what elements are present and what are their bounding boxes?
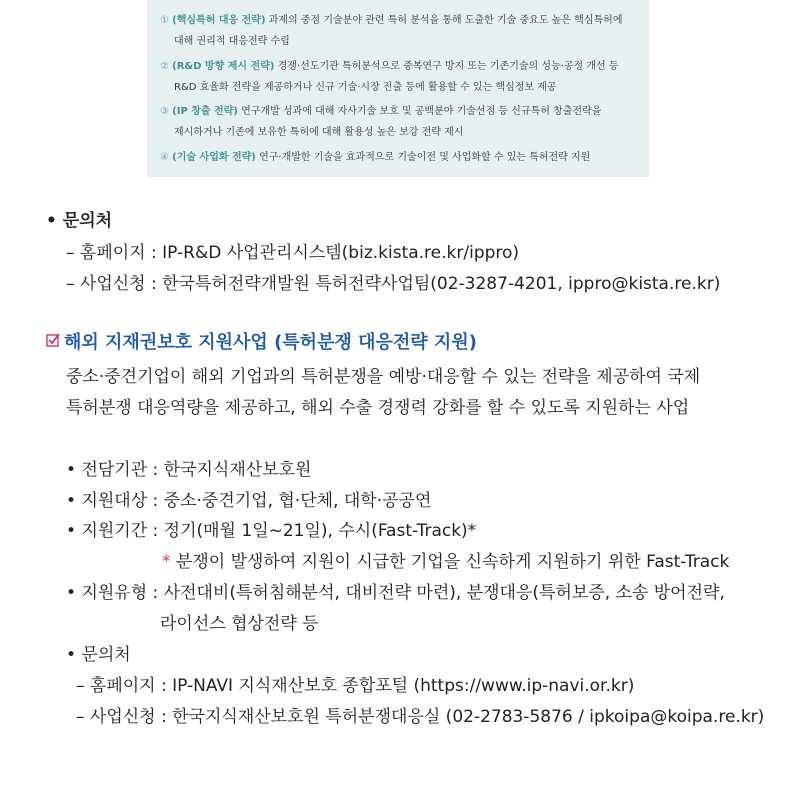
item-title: (핵심특허 대응 전략) (172, 15, 266, 26)
period-item: • 지원기간 : 정기(매월 1일~21일), 수시(Fast-Track)* (66, 516, 476, 541)
item-number: ④ (160, 152, 169, 163)
section-heading: 해외 지재권보호 지원사업 (특허분쟁 대응전략 지원) (64, 332, 477, 353)
item-text: 과제의 중점 기술분야 관련 특허 분석을 통해 도출한 기술 중요도 높은 핵심특허에 (268, 15, 623, 26)
strategy-item-2 (160, 56, 646, 98)
item-number: ① (160, 15, 169, 26)
item-text-cont: 대해 권리적 대응전략 수립 (174, 36, 290, 47)
item-title: (기술 사업화 전략) (172, 152, 256, 163)
item-text-cont: 제시하거나 기존에 보유한 특허에 대해 활용성 높은 보강 전략 제시 (174, 127, 464, 138)
note-text: 분쟁이 발생하여 지원이 시급한 기업을 신속하게 지원하기 위한 Fast-Track (175, 552, 730, 572)
section-desc-line1: 중소·중견기업이 해외 기업과의 특허분쟁을 예방·대응할 수 있는 전략을 제공하여 국제 (66, 367, 701, 387)
section-desc-line2: 특허분쟁 대응역량을 제공하고, 해외 수출 경쟁력 강화를 할 수 있도록 지원하는 사업 (66, 398, 690, 418)
strategy-item-3 (160, 101, 646, 143)
item-text-cont: R&D 효율화 전략을 제공하거나 신규 기술·시장 진출 등에 활용할 수 있는 핵심정보 제공 (174, 82, 557, 93)
contact-label: • 문의처 (46, 206, 112, 231)
agency-item: • 전담기관 : 한국지식재산보호원 (66, 455, 311, 480)
contact-homepage-2: – 홈페이지 : IP-NAVI 지식재산보호 종합포털 (https://www.ip-navi.or.kr) (76, 676, 635, 696)
contact-apply: – 사업신청 : 한국특허전략개발원 특허전략사업팀(02-3287-4201, ippro@kista.re.kr) (66, 274, 721, 294)
item-title: (R&D 방향 제시 전략) (172, 61, 275, 72)
item-title: (IP 창출 전략) (172, 106, 238, 117)
item-number: ③ (160, 106, 169, 117)
note-mark: * (162, 552, 171, 572)
period-note (162, 547, 729, 572)
item-text: 연구개발 성과에 대해 자사기술 보호 및 공백분야 기술선점 등 신규특허 창출전략을 (241, 106, 602, 117)
checkbox-icon (46, 333, 60, 347)
item-text: 경쟁·선도기관 특허분석으로 중복연구 방지 또는 기존기술의 성능·공정 개선 등 (277, 61, 619, 72)
item-text: 연구·개발한 기술을 효과적으로 기술이전 및 사업화할 수 있는 특허전략 지원 (259, 152, 591, 163)
type-item: • 지원유형 : 사전대비(특허침해분석, 대비전략 마련), 분쟁대응(특허보증, 소송 방어전략, (66, 578, 725, 603)
contact-label-2: • 문의처 (66, 640, 131, 665)
strategy-item-1 (160, 10, 646, 52)
item-number: ② (160, 61, 169, 72)
contact-homepage: – 홈페이지 : IP-R&D 사업관리시스템(biz.kista.re.kr/ippro) (66, 243, 520, 263)
type-item-cont: 라이선스 협상전략 등 (160, 614, 319, 634)
strategy-item-4 (160, 147, 646, 168)
contact-apply-2: – 사업신청 : 한국지식재산보호원 특허분쟁대응실 (02-2783-5876 / ipkoipa@koipa.re.kr) (76, 707, 765, 727)
target-item: • 지원대상 : 중소·중견기업, 협·단체, 대학·공공연 (66, 486, 431, 511)
